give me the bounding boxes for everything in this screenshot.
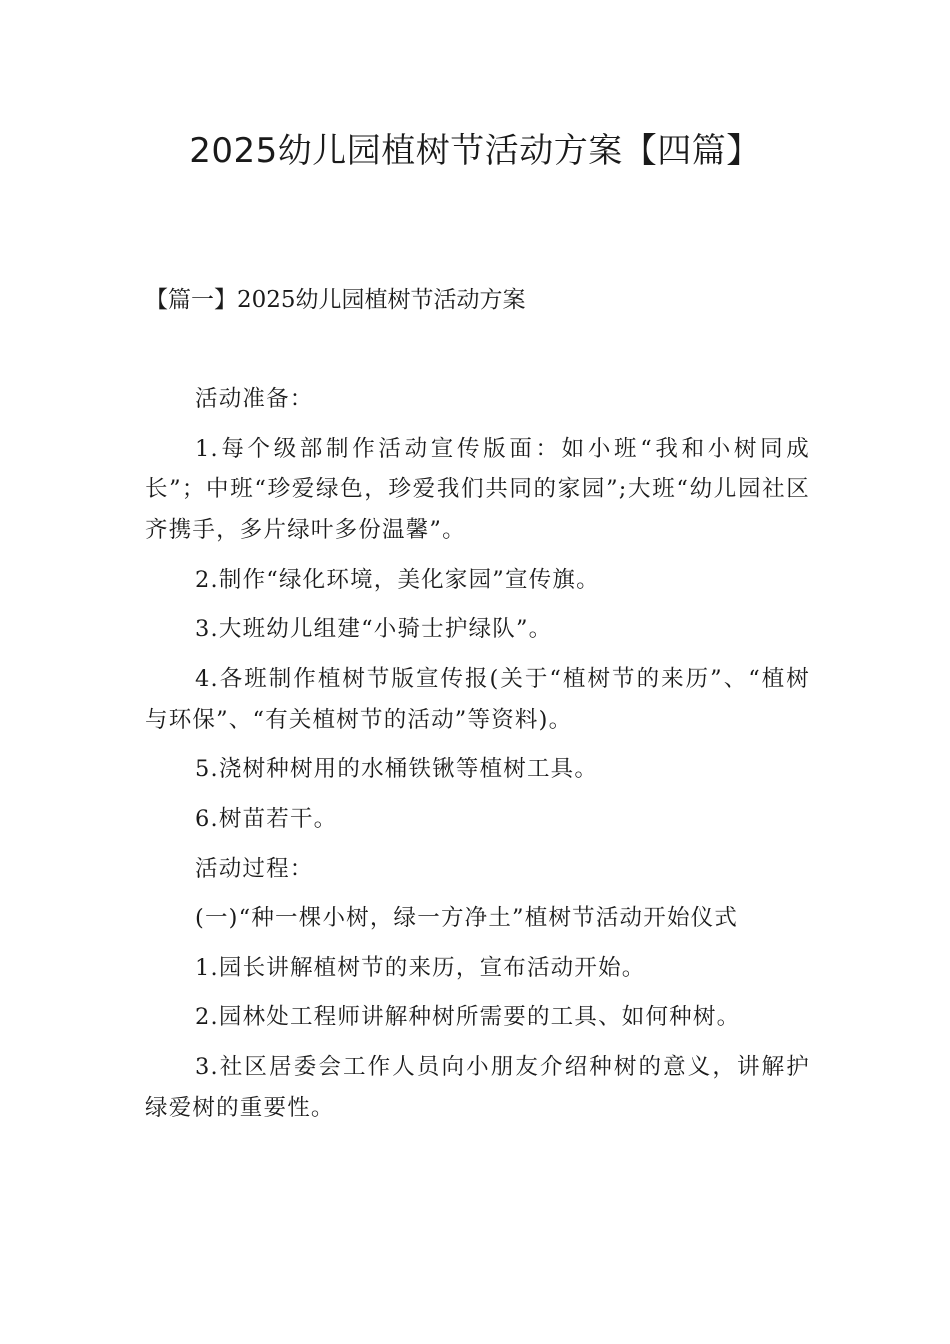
paragraph: 5.浇树种树用的水桶铁锹等植树工具。 (195, 756, 599, 783)
paragraph: 2.园林处工程师讲解种树所需要的工具、如何种树。 (195, 1004, 741, 1031)
paragraph: (一)“种一棵小树，绿一方净土”植树节活动开始仪式 (195, 905, 739, 932)
document-title: 2025幼儿园植树节活动方案【四篇】 (189, 131, 761, 171)
paragraph: 2.制作“绿化环境，美化家园”宣传旗。 (195, 566, 600, 593)
paragraph: 3.大班幼儿组建“小骑士护绿队”。 (195, 616, 553, 643)
paragraph: 4.各班制作植树节版宣传报(关于“植树节的来历”、“植树与环保”、“有关植树节的活动”等资料)。 (145, 665, 810, 733)
paragraph: 活动过程： (195, 855, 314, 882)
paragraph: 3.社区居委会工作人员向小朋友介绍种树的意义，讲解护绿爱树的重要性。 (145, 1053, 810, 1121)
paragraph: 1.园长讲解植树节的来历，宣布活动开始。 (195, 954, 646, 981)
document-body (145, 379, 810, 1137)
paragraph: 活动准备： (195, 386, 314, 412)
paragraph: 6.树苗若干。 (195, 805, 338, 832)
paragraph: 1.每个级部制作活动宣传版面：如小班“我和小树同成长”；中班“珍爱绿色，珍爱我们共同的家园”;大班“幼儿园社区齐携手，多片绿叶多份温馨”。 (145, 435, 810, 544)
section-heading: 【篇一】2025幼儿园植树节活动方案 (145, 287, 526, 313)
